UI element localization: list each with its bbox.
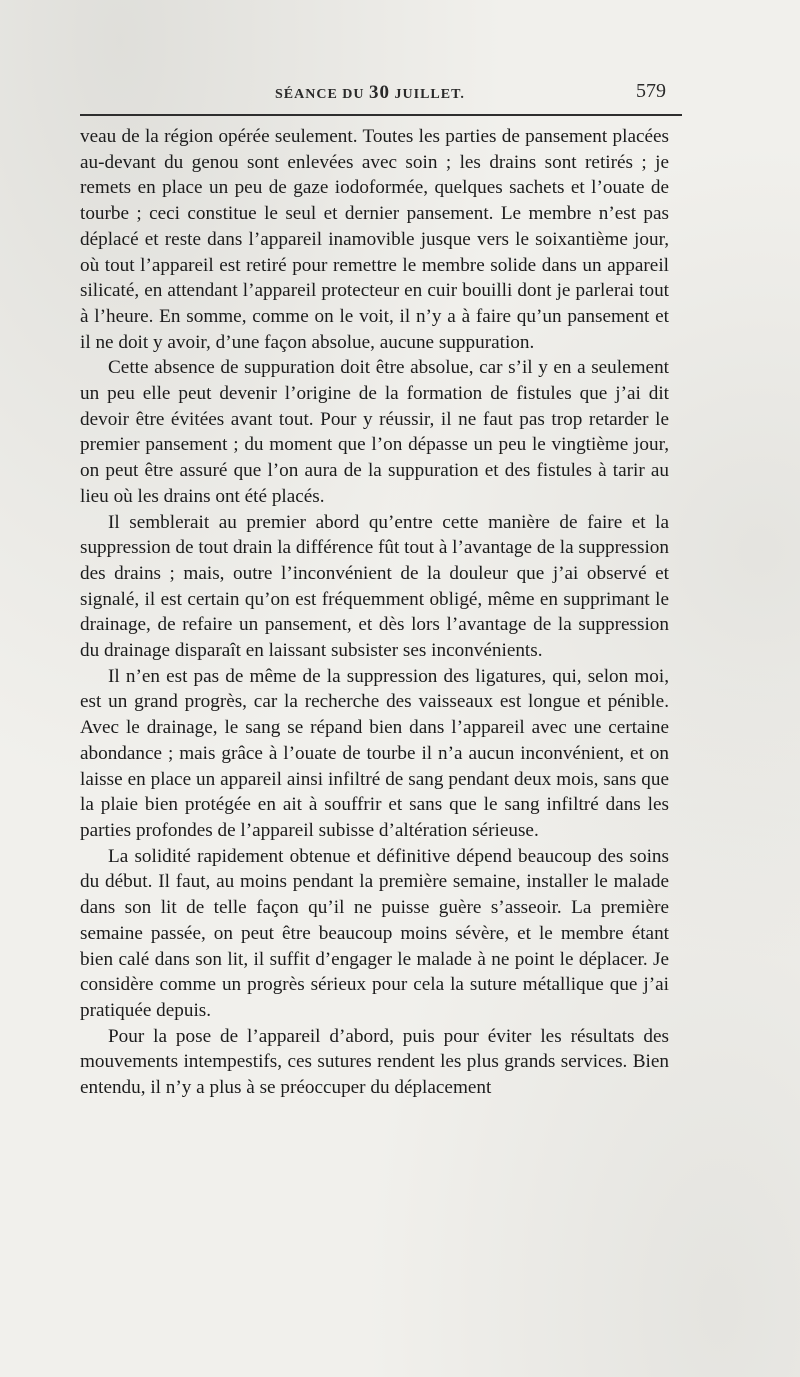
paragraph-1: veau de la région opérée seulement. Toutes les parties de pansement placées au-devant du genou sont enlevées avec soin ; les drains sont retirés ; je remets en place un peu de gaze iodoformée, quelques sachets et l’ouate de tourbe ; ceci constitue le seul et dernier pansement. Le membre n’est pas déplacé et reste dans l’appareil inamovible jusque vers le soixantième jour, où tout l’appareil est retiré pour remettre le membre solide dans un appareil silicaté, en attendant l’appareil protecteur en cuir bouilli dont je parlerai tout à l’heure. En somme, comme on le voit, il n’y a à faire qu’un pansement et il ne doit y avoir, d’une façon absolue, aucune suppuration. bbox=[80, 126, 669, 353]
paragraph-2: Cette absence de suppuration doit être absolue, car s’il y en a seulement un peu elle peut devenir l’origine de la formation de fistules que j’ai dit devoir être évitées avant tout. Pour y réussir, il ne faut pas trop retarder le premier pansement ; du moment que l’on dépasse un peu le vingtième jour, on peut être assuré que l’on aura de la suppuration et des fistules à tarir au lieu où les drains ont été placés. bbox=[80, 357, 669, 507]
body-text bbox=[80, 124, 669, 1101]
paragraph-4: Il n’en est pas de même de la suppression des ligatures, qui, selon moi, est un grand progrès, car la recherche des vaisseaux est longue et pénible. Avec le drainage, le sang se répand bien dans l’appareil avec une certaine abondance ; mais grâce à l’ouate de tourbe il n’a aucun inconvénient, et on laisse en place un appareil ainsi infiltré de sang pendant deux mois, sans que la plaie bien protégée en ait à souffrir et sans que le sang infiltré dans les parties profondes de l’appareil subisse d’altération sérieuse. bbox=[80, 665, 669, 841]
paragraph-5: La solidité rapidement obtenue et définitive dépend beaucoup des soins du début. Il faut, au moins pendant la première semaine, installer le malade dans son lit de telle façon qu’il ne puisse guère s’asseoir. La première semaine passée, on peut être beaucoup moins sévère, et le membre étant bien calé dans son lit, il suffit d’engager le malade à ne point le déplacer. Je considère comme un progrès sérieux pour cela la suture métallique que j’ai pratiquée depuis. bbox=[80, 845, 669, 1021]
paragraph-6: Pour la pose de l’appareil d’abord, puis pour éviter les résultats des mouvements intempestifs, ces sutures rendent les plus grands services. Bien entendu, il n’y a plus à se préoccuper du déplacement bbox=[80, 1025, 669, 1099]
running-title-day: 30 bbox=[369, 82, 391, 103]
page-number: 579 bbox=[636, 80, 666, 102]
header-rule bbox=[80, 114, 682, 116]
running-title-suffix: JUILLET. bbox=[394, 87, 465, 102]
running-title bbox=[275, 82, 465, 104]
running-title-prefix: SÉANCE DU bbox=[275, 87, 365, 102]
running-head bbox=[80, 80, 680, 106]
paragraph-3: Il semblerait au premier abord qu’entre cette manière de faire et la suppression de tout drain la différence fût tout à l’avantage de la suppression des drains ; mais, outre l’inconvénient de la douleur que j’ai observé et signalé, il est certain qu’on est fréquemment obligé, même en supprimant le drainage, de refaire un pansement, et dès lors l’avantage de la suppression du drainage disparaît en laissant subsister ses inconvénients. bbox=[80, 511, 669, 662]
